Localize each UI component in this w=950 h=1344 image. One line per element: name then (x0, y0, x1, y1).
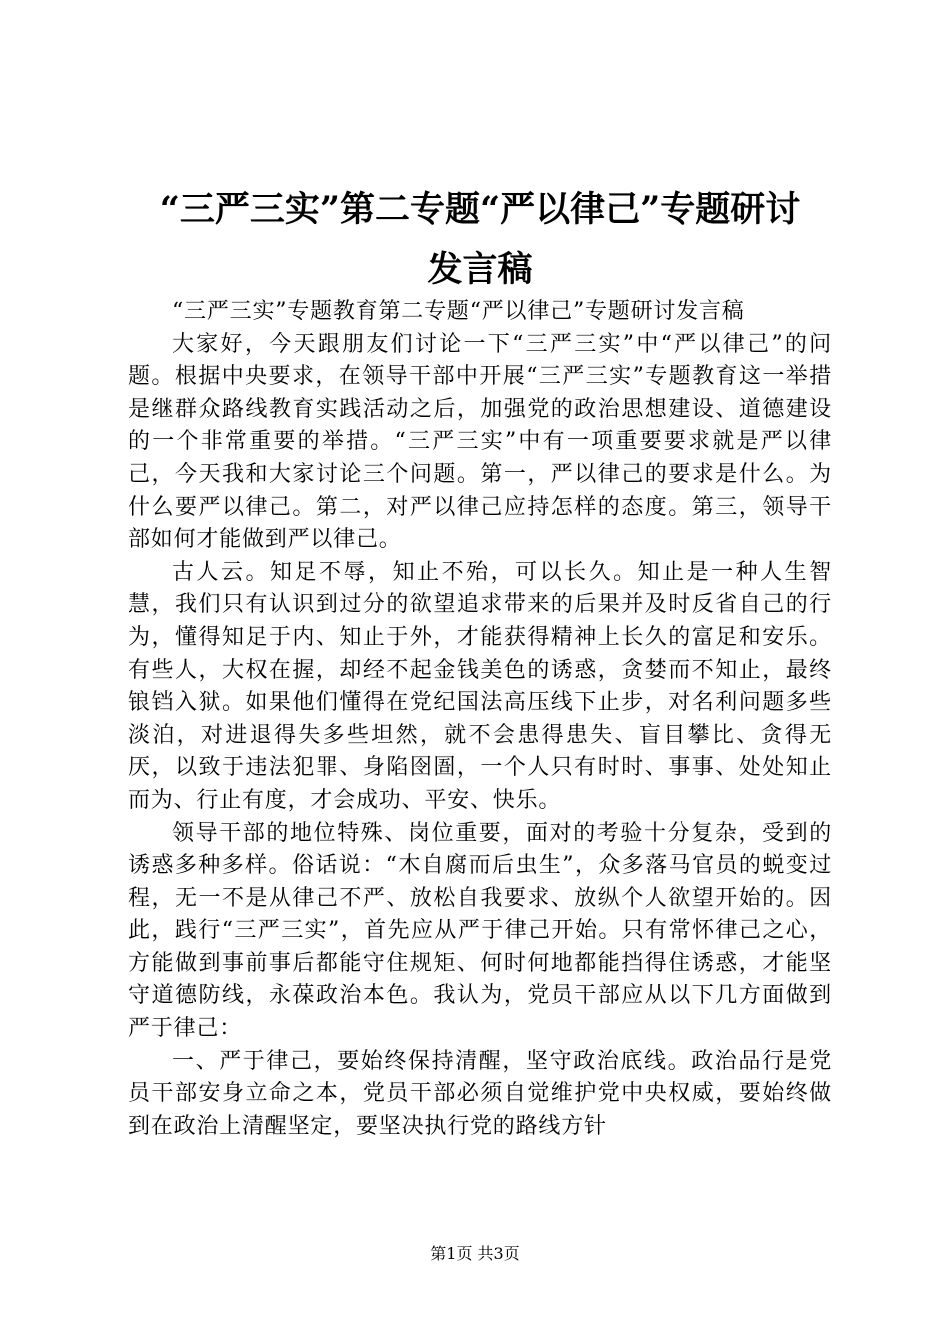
document-title-line-2: 发言稿 (427, 249, 533, 290)
paragraph-3: 古人云。知足不辱，知止不殆，可以长久。知止是一种人生智慧，我们只有认识到过分的欲望追求带来的后果并及时反省自己的行为，懂得知足于内、知止于外，才能获得精神上长久的富足和安乐。有些人，大权在握，却经不起金钱美色的诱惑，贪婪而不知止，最终锒铛入狱。如果他们懂得在党纪国法高压线下止步，对名利问题多些淡泊，对进退得失多些坦然，就不会患得患失、盲目攀比、贪得无厌，以致于违法犯罪、身陷囹圄，一个人只有时时、事事、处处知止而为、行止有度，才会成功、平安、快乐。 (128, 559, 832, 813)
paragraph-2: 大家好，今天跟朋友们讨论一下“三严三实”中“严以律己”的问题。根据中央要求，在领导干部中开展“三严三实”专题教育这一举措是继群众路线教育实践活动之后，加强党的政治思想建设、道德建设的一个非常重要的举措。“三严三实”中有一项重要要求就是严以律己，今天我和大家讨论三个问题。第一，严以律己的要求是什么。为什么要严以律己。第二，对严以律己应持怎样的态度。第三，领导干部如何才能做到严以律己。 (128, 331, 832, 553)
document-title-line-1: “三严三实”第二专题“严以律己”专题研讨 (159, 189, 801, 230)
paragraph-5: 一、严于律己，要始终保持清醒，坚守政治底线。政治品行是党员干部安身立命之本，党员干部必须自觉维护党中央权威，要始终做到在政治上清醒坚定，要坚决执行党的路线方针 (128, 1048, 832, 1139)
page-footer: 第1页 共3页 (430, 1244, 520, 1263)
paragraph-4: 领导干部的地位特殊、岗位重要，面对的考验十分复杂，受到的诱惑多种多样。俗话说：“木自腐而后虫生”，众多落马官员的蜕变过程，无一不是从律己不严、放松自我要求、放纵个人欲望开始的。因此，践行“三严三实”，首先应从严于律己开始。只有常怀律己之心，方能做到事前事后都能守住规矩、何时何地都能挡得住诱惑，才能坚守道德防线，永葆政治本色。我认为，党员干部应从以下几方面做到严于律己： (128, 820, 832, 1042)
paragraph-1: “三严三实”专题教育第二专题“严以律己”专题研讨发言稿 (172, 299, 745, 324)
document-body (128, 296, 832, 1143)
